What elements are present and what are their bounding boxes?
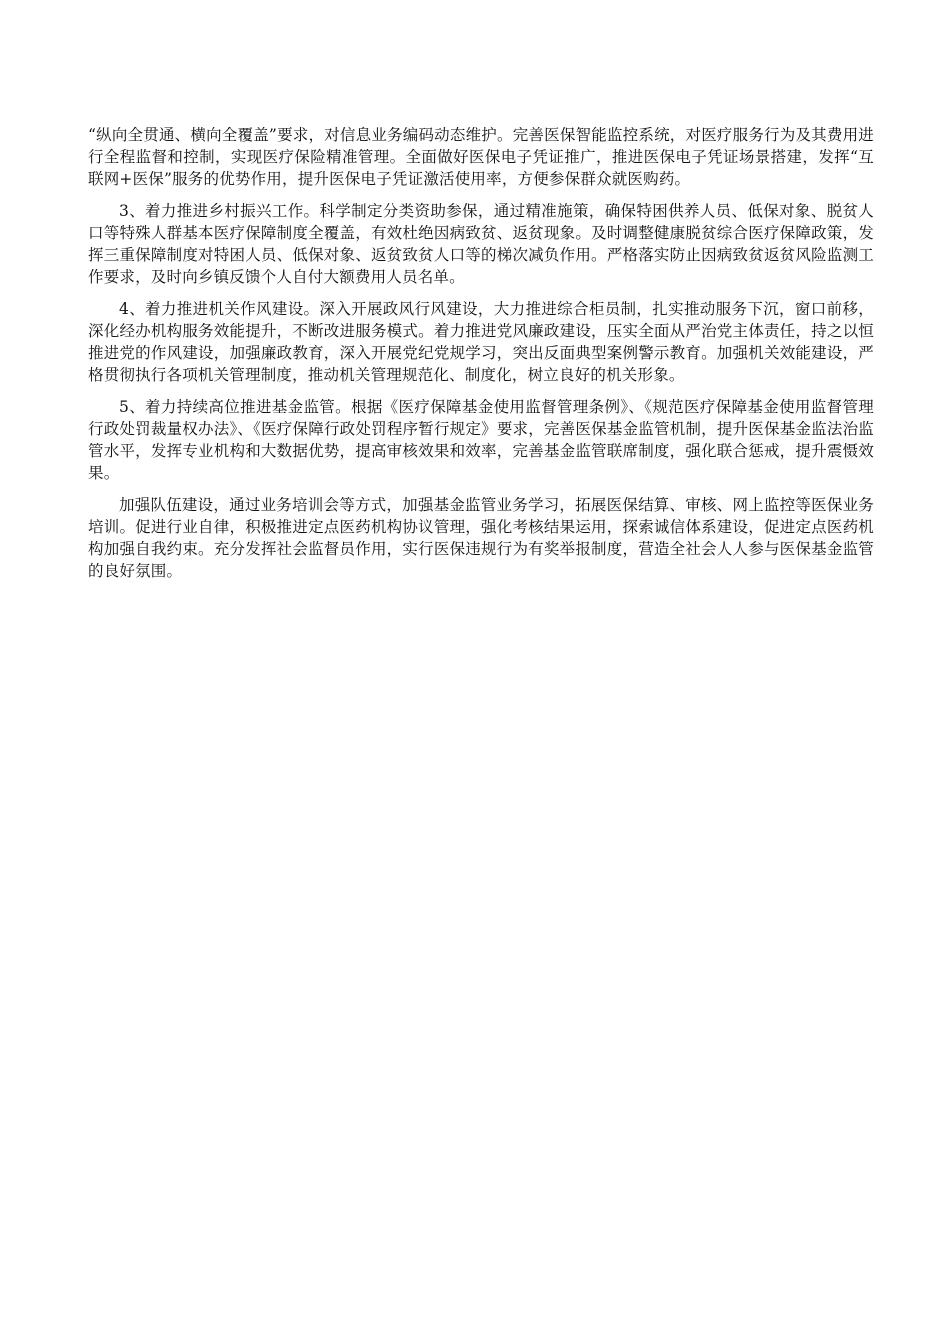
paragraph-4: 5、着力持续高位推进基金监管。根据《医疗保障基金使用监督管理条例》、《规范医疗保障基金使用监督管理行政处罚裁量权办法》、《医疗保障行政处罚程序暂行规定》要求，完善医保基金监管机制，提升医保基金监法治监管水平，发挥专业机构和大数据优势，提高审核效果和效率，完善基金监管联席制度，强化联合惩戒，提升震慑效果。 [88, 398, 874, 482]
paragraph-3: 4、着力推进机关作风建设。深入开展政风行风建设，大力推进综合柜员制，扎实推动服务下沉，窗口前移，深化经办机构服务效能提升，不断改进服务模式。着力推进党风廉政建设，压实全面从严治党主体责任，持之以恒推进党的作风建设，加强廉政教育，深入开展党纪党规学习，突出反面典型案例警示教育。加强机关效能建设，严格贯彻执行各项机关管理制度，推动机关管理规范化、制度化，树立良好的机关形象。 [88, 300, 874, 384]
paragraph-5: 加强队伍建设，通过业务培训会等方式，加强基金监管业务学习，拓展医保结算、审核、网上监控等医保业务培训。促进行业自律，积极推进定点医药机构协议管理，强化考核结果运用，探索诚信体系建设，促进定点医药机构加强自我约束。充分发挥社会监督员作用，实行医保违规行为有奖举报制度，营造全社会人人参与医保基金监管的良好氛围。 [88, 496, 874, 580]
document-body [88, 124, 874, 592]
paragraph-2: 3、着力推进乡村振兴工作。科学制定分类资助参保，通过精准施策，确保特困供养人员、低保对象、脱贫人口等特殊人群基本医疗保障制度全覆盖，有效杜绝因病致贫、返贫现象。及时调整健康脱贫综合医疗保障政策，发挥三重保障制度对特困人员、低保对象、返贫致贫人口等的梯次减负作用。严格落实防止因病致贫返贫风险监测工作要求，及时向乡镇反馈个人自付大额费用人员名单。 [88, 202, 874, 286]
paragraph-1: “纵向全贯通、横向全覆盖”要求，对信息业务编码动态维护。完善医保智能监控系统，对医疗服务行为及其费用进行全程监督和控制，实现医疗保险精准管理。全面做好医保电子凭证推广，推进医保电子凭证场景搭建，发挥“互联网+医保”服务的优势作用，提升医保电子凭证激活使用率，方便参保群众就医购药。 [88, 126, 874, 188]
